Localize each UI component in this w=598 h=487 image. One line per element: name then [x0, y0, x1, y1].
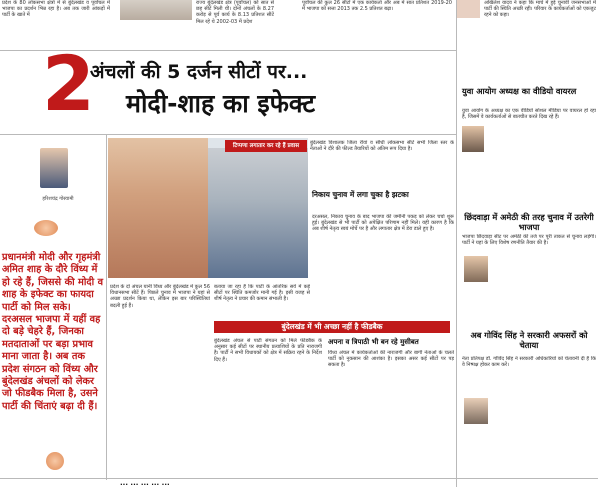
bottom-rule [0, 478, 598, 479]
top-photo [120, 0, 192, 20]
headline-number: 2 [42, 39, 95, 128]
right-text3: नेता प्रतिपक्ष डॉ. गोविंद सिंह ने सरकारी अधिकारियों को चेतावनी दी है कि वे निष्पक्ष होकर काम करें। [462, 356, 596, 369]
right-head2: छिंदवाड़ा में अमेठी की तरह चुनाव में उतरेगी भाजपा [464, 212, 594, 232]
bottom-strip-text: ... ... ... ... ... [120, 480, 170, 487]
top-right-photo [456, 0, 480, 18]
photo-caption-banner: टिप्पणा लगातार कर रहे हैं प्रवास [225, 140, 307, 152]
headline-line1: अंचलों की 5 दर्जन सीटों पर... [90, 61, 308, 83]
subhead-apna-text: विंध्य अंचल में कार्यकर्ताओं की नाराजगी और बागी नेताओं के चलते पार्टी को नुकसान की आशंका है। इसका असर कई सीटों पर पड़ सकता है। [328, 350, 454, 369]
subhead-nikay: निकाय चुनाव में लगा चुका है झटका [312, 190, 409, 199]
body-col2: बताया जा रहा है कि पार्टी के आंतरिक सर्वे में कई सीटों पर स्थिति कमजोर मानी गई है। इसी वजह से शीर्ष नेतृत्व ने प्रचार की कमान संभाली है। [214, 284, 310, 303]
top-mid-text-a: राज्य बुंदेलखंड क्षेत्र (पूर्वांचल) को सात से छह सीटें मिली थीं। दोनों अंचलों के 8.27 करोड़ से पूर्व कार्य के 8.13 प्रतिशत सीटें मिल रहे थे 2002-03 में प्रदेश [196, 0, 274, 25]
subhead-bundelkhand-text: बुंदेलखंड अंचल से पार्टी संगठन को मिले फीडबैक के अनुसार कई सीटों पर स्थानीय प्रत्याशियों के प्रति नाराजगी है। पार्टी ने सभी विधायकों को क्षेत्र में सक्रिय रहने के निर्देश दिए हैं। [214, 338, 322, 363]
byline: हरिशचंद्र गोस्वामी [42, 196, 74, 202]
subhead-nikay-text: दरअसल, निकाय चुनाव के बाद भाजपा की जमीनी पकड़ को लेकर चर्चा शुरू हुई। बुंदेलखंड से भी पार्टी को अपेक्षित परिणाम नहीं मिले। यही कारण है कि अब शीर्ष नेतृत्व स्वयं मोर्चे पर है और लगातार क्षेत्र में डेरा डाले हुए है। [312, 214, 454, 233]
right-head3: अब गोविंद सिंह ने सरकारी अफसरों को चेताया [470, 330, 588, 350]
body-col1: प्रदेश के दो अंचल यानी विंध्य और बुंदेलखंड में कुल 56 विधानसभा सीटें हैं। पिछले चुनाव में भाजपा ने यहां से अच्छा प्रदर्शन किया था, लेकिन इस बार परिस्थितियां बदली हुई हैं। [110, 284, 210, 309]
top-mid-text-b: पूर्वांचल की कुल 26 सीटों में एक कार्यकर्ता और अब में सात प्रतिशत 2019-20 में भाजपा को सत्ता 2013 तक 2.5 प्रतिशत बढ़ा। [302, 0, 452, 13]
end-flame-icon [46, 452, 64, 470]
photo-side-text: बुंदेलखंड विशालक जिला रीवां व सीधी लोकसभा सीटें सभी जिला स्तर के नेताओं ने दौरे की फील्ड तैयारियों को अंतिम रूप दिया है। [310, 140, 454, 153]
main-photo [108, 138, 308, 278]
subhead-apna: अपना व त्रिपाठी भी बन रहे मुसीबत [328, 338, 419, 346]
top-right-text: अखिलेश यादव ने कहा कि मार्च में हुई चुनावी जनसभाओं में पार्टी की स्थिति अच्छी रही। परिवार के कार्यकर्ताओं को एकजुट रहने को कहा। [484, 0, 596, 19]
lead-text: प्रधानमंत्री मोदी और गृहमंत्री अमित शाह के दौरे विंध्य में हो रहे हैं, जिससे की मोदी व शाह के इफेक्ट का फायदा पार्टी को मिल सके। दरअसल भाजपा में यहीं वह दो बड़े चेहरे हैं, जिनका मतदाताओं पर बड़ा प्रभाव माना जाता है। अब तक प्रदेश संगठन को विंध्य और बुंदेलखंड अंचलों को लेकर जो फीडबैक मिला है, उसने पार्टी की चिंताएं बढ़ा दी हैं। [2, 252, 104, 412]
right-text1: युवा आयोग के अध्यक्ष का एक वीडियो सोशल मीडिया पर वायरल हो रहा है, जिसमें वे कार्यकर्ताओं से बातचीत करते दिख रहे हैं। [462, 108, 596, 121]
headline-line2: मोदी-शाह का इफेक्ट [126, 89, 316, 118]
right-head1: युवा आयोग अध्यक्ष का वीडियो वायरल [462, 86, 577, 96]
subhead-bundelkhand: बुंदेलखंड में भी अच्छा नहीं है फीडबैक [214, 321, 450, 333]
right-text2: भाजपा छिंदवाड़ा सीट पर अमेठी की तर्ज पर पूरी ताकत से चुनाव लड़ेगी। पार्टी ने यहां के लिए विशेष रणनीति तैयार की है। [462, 234, 596, 247]
shah-photo [208, 148, 308, 278]
reporter-avatar [40, 148, 68, 188]
column-divider [456, 0, 457, 487]
top-col1-text: प्रदेश के 80 लोकसभा क्षेत्रों में से बुंदेलखंड व पूर्वांचल में भाजपा का प्रदर्शन भिन्न रहा है। अब तक जारी आंकड़ों में पार्टी के खाते में [2, 0, 110, 19]
modi-photo [108, 138, 208, 278]
flame-icon [34, 220, 58, 236]
lead-divider [106, 134, 107, 480]
headline-rule [0, 134, 456, 135]
